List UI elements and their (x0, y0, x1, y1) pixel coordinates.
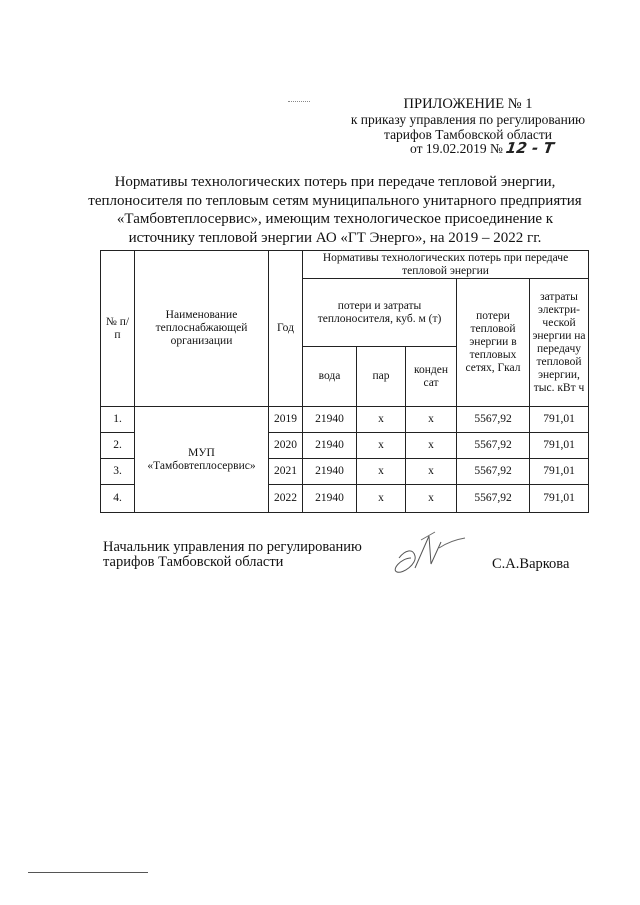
appendix-title: ПРИЛОЖЕНИЕ № 1 (403, 96, 533, 112)
appendix-header (318, 97, 618, 142)
document-title (72, 173, 598, 247)
row-electric: 791,01 (530, 459, 589, 485)
row-condensate: х (406, 433, 457, 459)
title-line-3: «Тамбовтеплосервис», имеющим технологическое присоединение к (116, 211, 554, 227)
row-water: 21940 (303, 459, 357, 485)
row-heat-loss: 5567,92 (457, 485, 530, 513)
header-year: Год (269, 251, 303, 407)
header-heat-loss: потери тепловой энергии в тепловых сетях, Гкал (457, 279, 530, 407)
header-norms: Нормативы технологических потерь при передаче тепловой энергии (303, 251, 589, 279)
header-organization: Наименование теплоснабжающей организации (135, 251, 269, 407)
table-row (101, 407, 589, 433)
header-carrier: потери и затраты теплоносителя, куб. м (т) (303, 279, 457, 347)
footer-rule (28, 872, 148, 873)
row-heat-loss: 5567,92 (457, 459, 530, 485)
row-year: 2021 (269, 459, 303, 485)
scan-mark (288, 101, 310, 102)
row-heat-loss: 5567,92 (457, 407, 530, 433)
header-condensate: конден сат (406, 347, 457, 407)
row-electric: 791,01 (530, 407, 589, 433)
signature-stroke (395, 551, 415, 572)
signatory-position (103, 540, 362, 570)
row-electric: 791,01 (530, 433, 589, 459)
order-reference: к приказу управления по регулированию (350, 112, 586, 127)
row-heat-loss: 5567,92 (457, 433, 530, 459)
row-electric: 791,01 (530, 485, 589, 513)
title-line-2: теплоносителя по тепловым сетям муниципального унитарного предприятия (88, 192, 582, 209)
row-condensate: х (406, 407, 457, 433)
position-line-2: тарифов Тамбовской области (103, 554, 284, 570)
header-row-1 (101, 251, 589, 279)
row-steam: х (357, 407, 406, 433)
row-num: 1. (101, 407, 135, 433)
header-num: № п/п (101, 251, 135, 407)
row-year: 2022 (269, 485, 303, 513)
row-num: 3. (101, 459, 135, 485)
handwritten-signature (385, 528, 475, 580)
row-year: 2019 (269, 407, 303, 433)
order-date-row (410, 139, 554, 157)
row-water: 21940 (303, 485, 357, 513)
row-water: 21940 (303, 433, 357, 459)
header-water: вода (303, 347, 357, 407)
organization-name: МУП «Тамбовтеплосервис» (135, 407, 269, 513)
header-steam: пар (357, 347, 406, 407)
row-steam: х (357, 433, 406, 459)
row-num: 4. (101, 485, 135, 513)
order-authority: тарифов Тамбовской области (384, 127, 552, 142)
signatory-name: С.А.Варкова (492, 556, 570, 572)
row-condensate: х (406, 459, 457, 485)
signature-stroke (439, 538, 465, 548)
header-electric: затраты электри-ческой энергии на передачу тепловой энергии, тыс. кВт ч (530, 279, 589, 407)
row-water: 21940 (303, 407, 357, 433)
signature-stroke (415, 536, 441, 568)
position-line-1: Начальник управления по регулированию (103, 539, 362, 555)
row-steam: х (357, 459, 406, 485)
order-number: 12 - Т (504, 139, 556, 157)
title-line-4: источнику тепловой энергии АО «ГТ Энерго», на 2019 – 2022 гг. (128, 229, 542, 246)
title-line-1: Нормативы технологических потерь при передаче тепловой энергии, (114, 174, 556, 190)
row-steam: х (357, 485, 406, 513)
order-date: от 19.02.2019 № (410, 141, 503, 156)
norms-table (100, 250, 589, 513)
row-num: 2. (101, 433, 135, 459)
row-year: 2020 (269, 433, 303, 459)
row-condensate: х (406, 485, 457, 513)
